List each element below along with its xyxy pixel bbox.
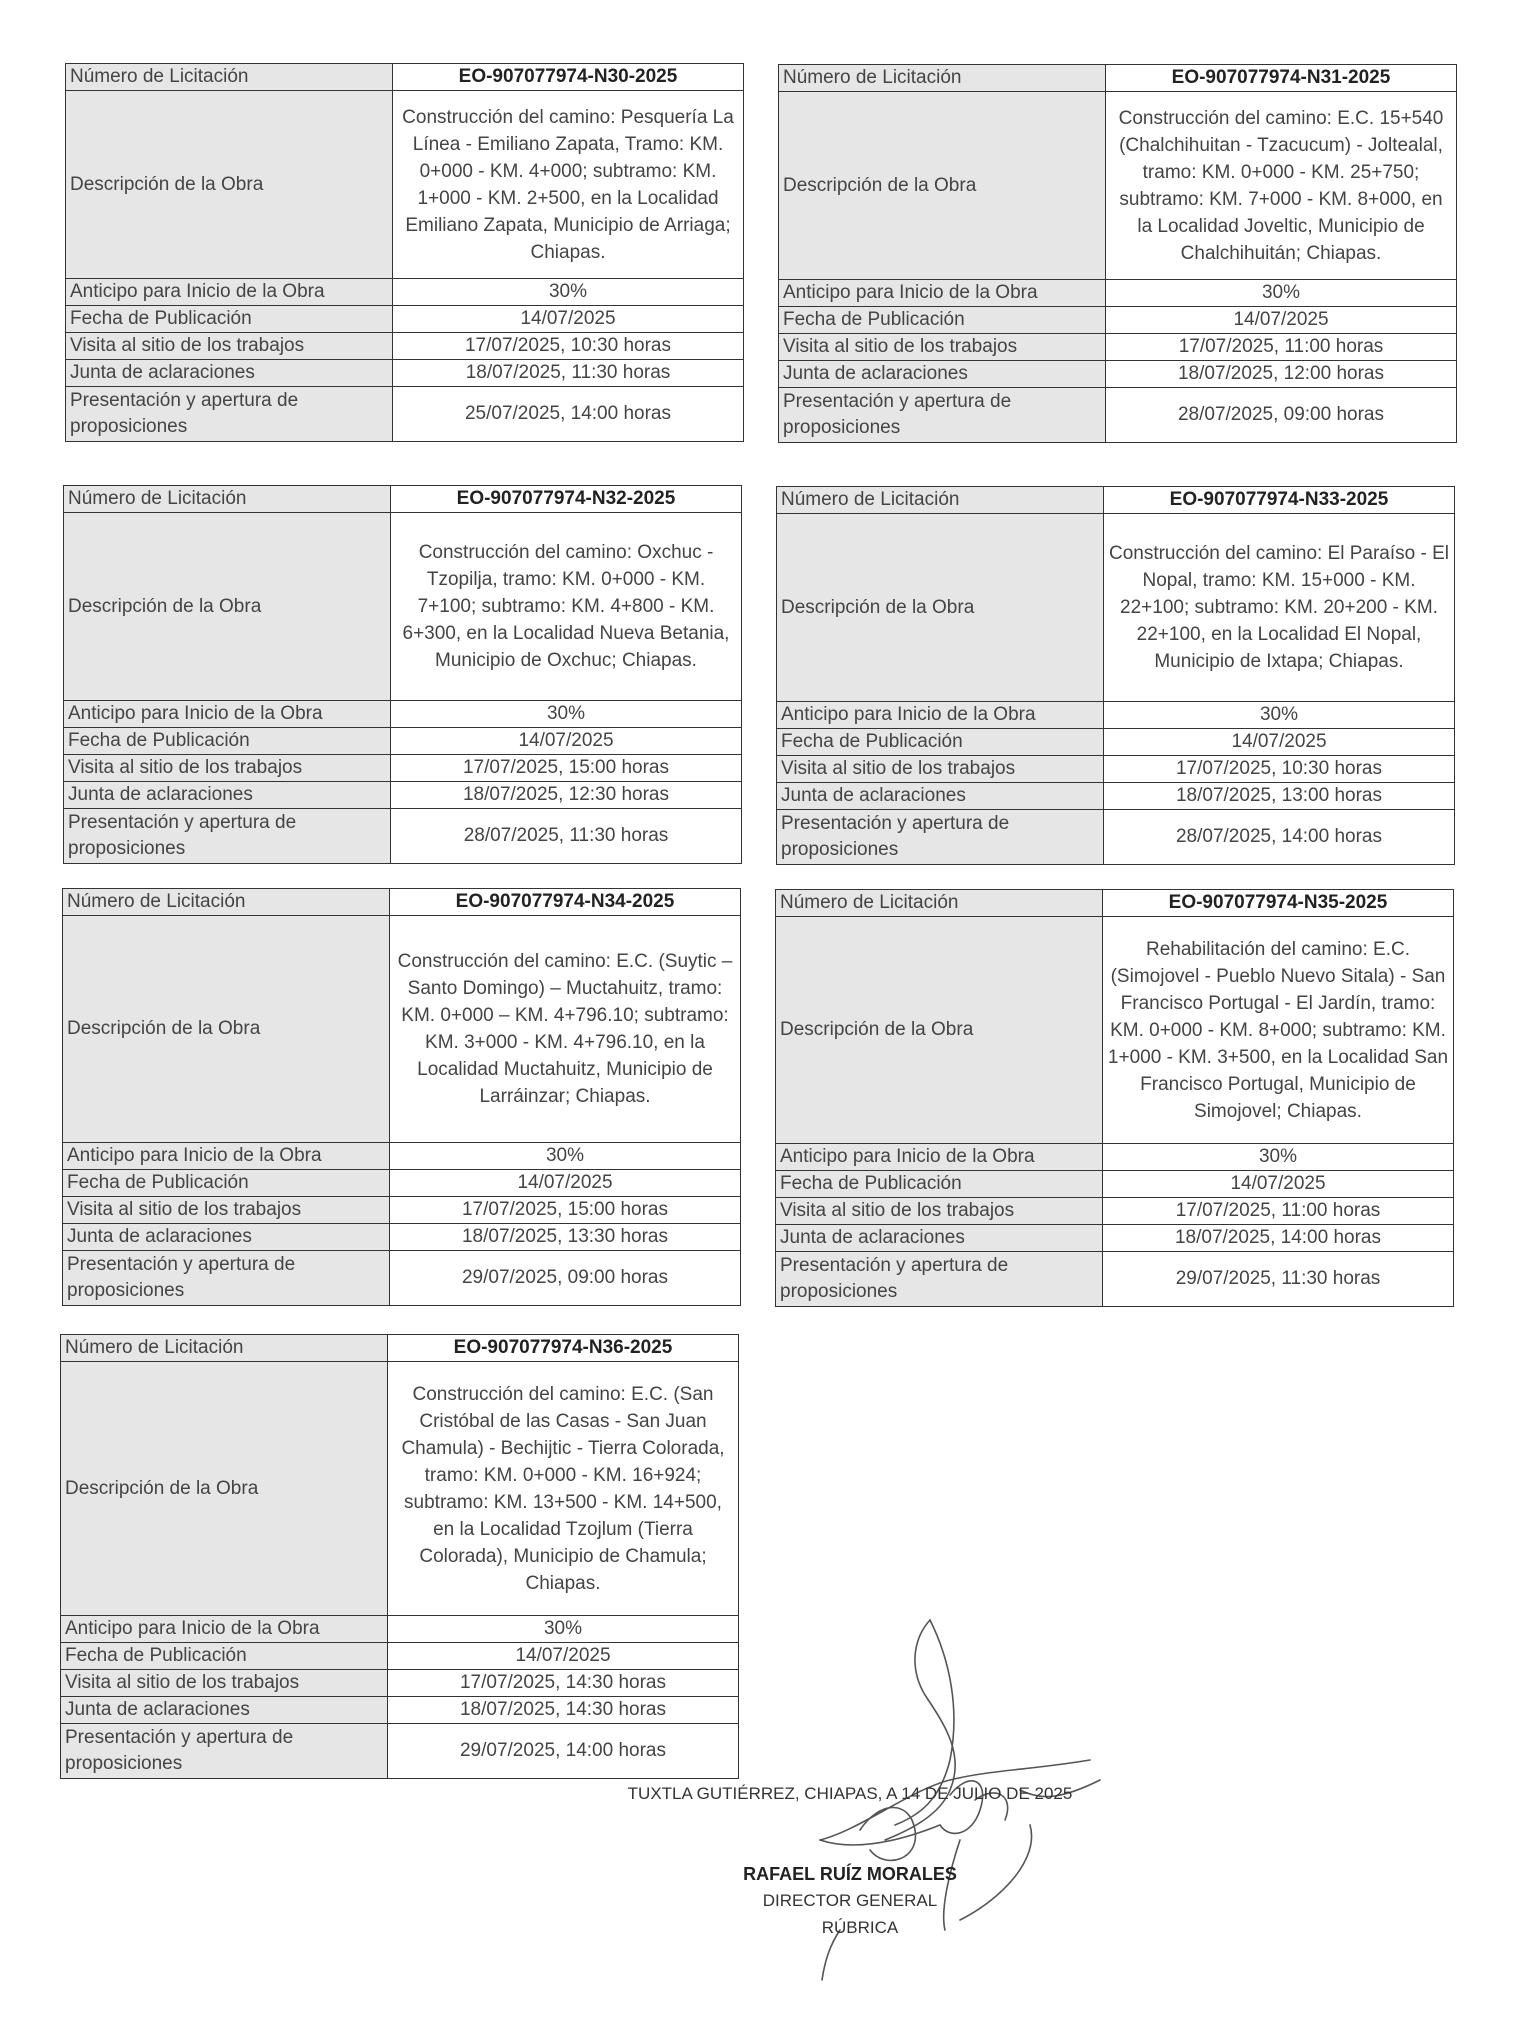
rubrica-label: RÚBRICA xyxy=(821,1918,899,1937)
anticipo-value: 30% xyxy=(1106,280,1457,307)
numero-licitacion: EO-907077974-N33-2025 xyxy=(1104,487,1455,514)
label-anticipo: Anticipo para Inicio de la Obra xyxy=(66,279,393,306)
label-fecha: Fecha de Publicación xyxy=(776,1171,1103,1198)
label-visita: Visita al sitio de los trabajos xyxy=(63,1197,390,1224)
label-fecha: Fecha de Publicación xyxy=(61,1643,388,1670)
fecha-value: 14/07/2025 xyxy=(388,1643,739,1670)
licitacion-table-n30 xyxy=(65,63,744,442)
presentacion-value: 25/07/2025, 14:00 horas xyxy=(393,387,744,442)
licitacion-table-n32 xyxy=(63,485,742,864)
fecha-value: 14/07/2025 xyxy=(390,1170,741,1197)
numero-licitacion: EO-907077974-N31-2025 xyxy=(1106,65,1457,92)
label-visita: Visita al sitio de los trabajos xyxy=(776,1198,1103,1225)
descripcion-obra: Construcción del camino: E.C. (San Cristóbal de las Casas - San Juan Chamula) - Bechijtic - Tierra Colorada, tramo: KM. 0+000 - KM. 16+924; subtramo: KM. 13+500 - KM. 14+500, en la Localidad Tzojlum (Tierra Colorada), Municipio de Chamula; Chiapas. xyxy=(388,1362,739,1616)
label-anticipo: Anticipo para Inicio de la Obra xyxy=(779,280,1106,307)
lugar-fecha: TUXTLA GUTIÉRREZ, CHIAPAS, A 14 DE JULIO DE 2025 xyxy=(627,1784,1073,1803)
descripcion-obra: Construcción del camino: Pesquería La Línea - Emiliano Zapata, Tramo: KM. 0+000 - KM. 4+000; subtramo: KM. 1+000 - KM. 2+500, en la Localidad Emiliano Zapata, Municipio de Arriaga; Chiapas. xyxy=(393,91,744,279)
anticipo-value: 30% xyxy=(1103,1144,1454,1171)
label-presentacion: Presentación y apertura de proposiciones xyxy=(61,1724,388,1779)
label-descripcion: Descripción de la Obra xyxy=(61,1362,388,1616)
presentacion-value: 28/07/2025, 09:00 horas xyxy=(1106,388,1457,443)
signatory-name: RAFAEL RUÍZ MORALES xyxy=(743,1864,957,1884)
licitacion-table-n36 xyxy=(60,1334,739,1779)
label-visita: Visita al sitio de los trabajos xyxy=(64,755,391,782)
label-numero: Número de Licitación xyxy=(63,889,390,916)
descripcion-obra: Rehabilitación del camino: E.C. (Simojovel - Pueblo Nuevo Sitala) - San Francisco Portugal - El Jardín, tramo: KM. 0+000 - KM. 8+000; subtramo: KM. 1+000 - KM. 3+500, en la Localidad San Francisco Portugal, Municipio de Simojovel; Chiapas. xyxy=(1103,917,1454,1144)
licitacion-table-n33 xyxy=(776,486,1455,865)
label-fecha: Fecha de Publicación xyxy=(63,1170,390,1197)
presentacion-value: 29/07/2025, 11:30 horas xyxy=(1103,1252,1454,1307)
label-visita: Visita al sitio de los trabajos xyxy=(779,334,1106,361)
numero-licitacion: EO-907077974-N36-2025 xyxy=(388,1335,739,1362)
label-numero: Número de Licitación xyxy=(779,65,1106,92)
visita-value: 17/07/2025, 14:30 horas xyxy=(388,1670,739,1697)
fecha-value: 14/07/2025 xyxy=(1103,1171,1454,1198)
visita-value: 17/07/2025, 10:30 horas xyxy=(1104,756,1455,783)
label-fecha: Fecha de Publicación xyxy=(779,307,1106,334)
anticipo-value: 30% xyxy=(1104,702,1455,729)
descripcion-obra: Construcción del camino: E.C. 15+540 (Chalchihuitan - Tzacucum) - Joltealal, tramo: KM. 0+000 - KM. 25+750; subtramo: KM. 7+000 - KM. 8+000, en la Localidad Joveltic, Municipio de Chalchihuitán; Chiapas. xyxy=(1106,92,1457,280)
label-junta: Junta de aclaraciones xyxy=(61,1697,388,1724)
presentacion-value: 28/07/2025, 11:30 horas xyxy=(391,809,742,864)
licitacion-table-n34 xyxy=(62,888,741,1306)
presentacion-value: 29/07/2025, 14:00 horas xyxy=(388,1724,739,1779)
numero-licitacion: EO-907077974-N32-2025 xyxy=(391,486,742,513)
visita-value: 17/07/2025, 11:00 horas xyxy=(1106,334,1457,361)
junta-value: 18/07/2025, 14:00 horas xyxy=(1103,1225,1454,1252)
fecha-value: 14/07/2025 xyxy=(391,728,742,755)
label-descripcion: Descripción de la Obra xyxy=(779,92,1106,280)
label-descripcion: Descripción de la Obra xyxy=(63,916,390,1143)
signatory-title: DIRECTOR GENERAL xyxy=(762,1891,938,1910)
label-junta: Junta de aclaraciones xyxy=(64,782,391,809)
label-numero: Número de Licitación xyxy=(61,1335,388,1362)
label-anticipo: Anticipo para Inicio de la Obra xyxy=(61,1616,388,1643)
licitacion-table-n31 xyxy=(778,64,1457,443)
anticipo-value: 30% xyxy=(390,1143,741,1170)
fecha-value: 14/07/2025 xyxy=(393,306,744,333)
descripcion-obra: Construcción del camino: Oxchuc - Tzopilja, tramo: KM. 0+000 - KM. 7+100; subtramo: KM. 4+800 - KM. 6+300, en la Localidad Nueva Betania, Municipio de Oxchuc; Chiapas. xyxy=(391,513,742,701)
junta-value: 18/07/2025, 13:30 horas xyxy=(390,1224,741,1251)
label-junta: Junta de aclaraciones xyxy=(776,1225,1103,1252)
presentacion-value: 28/07/2025, 14:00 horas xyxy=(1104,810,1455,865)
junta-value: 18/07/2025, 11:30 horas xyxy=(393,360,744,387)
label-junta: Junta de aclaraciones xyxy=(63,1224,390,1251)
numero-licitacion: EO-907077974-N34-2025 xyxy=(390,889,741,916)
junta-value: 18/07/2025, 12:00 horas xyxy=(1106,361,1457,388)
label-descripcion: Descripción de la Obra xyxy=(776,917,1103,1144)
label-anticipo: Anticipo para Inicio de la Obra xyxy=(777,702,1104,729)
label-descripcion: Descripción de la Obra xyxy=(64,513,391,701)
anticipo-value: 30% xyxy=(388,1616,739,1643)
label-junta: Junta de aclaraciones xyxy=(66,360,393,387)
fecha-value: 14/07/2025 xyxy=(1106,307,1457,334)
junta-value: 18/07/2025, 13:00 horas xyxy=(1104,783,1455,810)
label-numero: Número de Licitación xyxy=(776,890,1103,917)
fecha-value: 14/07/2025 xyxy=(1104,729,1455,756)
visita-value: 17/07/2025, 10:30 horas xyxy=(393,333,744,360)
visita-value: 17/07/2025, 11:00 horas xyxy=(1103,1198,1454,1225)
label-junta: Junta de aclaraciones xyxy=(779,361,1106,388)
label-anticipo: Anticipo para Inicio de la Obra xyxy=(64,701,391,728)
label-anticipo: Anticipo para Inicio de la Obra xyxy=(776,1144,1103,1171)
label-fecha: Fecha de Publicación xyxy=(64,728,391,755)
anticipo-value: 30% xyxy=(393,279,744,306)
junta-value: 18/07/2025, 12:30 horas xyxy=(391,782,742,809)
label-visita: Visita al sitio de los trabajos xyxy=(61,1670,388,1697)
label-fecha: Fecha de Publicación xyxy=(66,306,393,333)
visita-value: 17/07/2025, 15:00 horas xyxy=(390,1197,741,1224)
licitacion-table-n35 xyxy=(775,889,1454,1307)
label-descripcion: Descripción de la Obra xyxy=(777,514,1104,702)
label-presentacion: Presentación y apertura de proposiciones xyxy=(64,809,391,864)
label-junta: Junta de aclaraciones xyxy=(777,783,1104,810)
junta-value: 18/07/2025, 14:30 horas xyxy=(388,1697,739,1724)
descripcion-obra: Construcción del camino: E.C. (Suytic – Santo Domingo) – Muctahuitz, tramo: KM. 0+000 – KM. 4+796.10; subtramo: KM. 3+000 - KM. 4+796.10, en la Localidad Muctahuitz, Municipio de Larráinzar; Chiapas. xyxy=(390,916,741,1143)
label-presentacion: Presentación y apertura de proposiciones xyxy=(66,387,393,442)
label-presentacion: Presentación y apertura de proposiciones xyxy=(779,388,1106,443)
label-visita: Visita al sitio de los trabajos xyxy=(66,333,393,360)
label-presentacion: Presentación y apertura de proposiciones xyxy=(63,1251,390,1306)
numero-licitacion: EO-907077974-N30-2025 xyxy=(393,64,744,91)
label-visita: Visita al sitio de los trabajos xyxy=(777,756,1104,783)
label-fecha: Fecha de Publicación xyxy=(777,729,1104,756)
numero-licitacion: EO-907077974-N35-2025 xyxy=(1103,890,1454,917)
visita-value: 17/07/2025, 15:00 horas xyxy=(391,755,742,782)
label-presentacion: Presentación y apertura de proposiciones xyxy=(777,810,1104,865)
descripcion-obra: Construcción del camino: El Paraíso - El Nopal, tramo: KM. 15+000 - KM. 22+100; subtramo: KM. 20+200 - KM. 22+100, en la Localidad El Nopal, Municipio de Ixtapa; Chiapas. xyxy=(1104,514,1455,702)
label-numero: Número de Licitación xyxy=(777,487,1104,514)
label-anticipo: Anticipo para Inicio de la Obra xyxy=(63,1143,390,1170)
anticipo-value: 30% xyxy=(391,701,742,728)
label-numero: Número de Licitación xyxy=(66,64,393,91)
label-numero: Número de Licitación xyxy=(64,486,391,513)
label-descripcion: Descripción de la Obra xyxy=(66,91,393,279)
label-presentacion: Presentación y apertura de proposiciones xyxy=(776,1252,1103,1307)
presentacion-value: 29/07/2025, 09:00 horas xyxy=(390,1251,741,1306)
